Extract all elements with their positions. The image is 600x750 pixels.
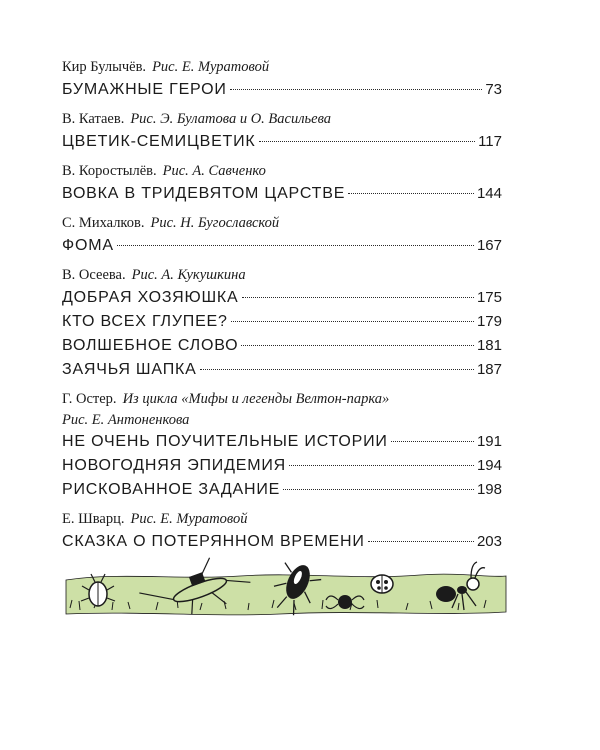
toc-section xyxy=(62,388,502,502)
dot-leader xyxy=(289,465,474,466)
author-line xyxy=(62,56,502,78)
page-number: 144 xyxy=(476,185,502,202)
page-number: 198 xyxy=(476,481,502,498)
dot-leader xyxy=(348,193,474,194)
dot-leader xyxy=(368,541,474,542)
ladybug-icon xyxy=(371,575,393,593)
dot-leader xyxy=(391,441,474,442)
story-title: ЦВЕТИК-СЕМИЦВЕТИК xyxy=(62,133,256,150)
story-title: СКАЗКА О ПОТЕРЯННОМ ВРЕМЕНИ xyxy=(62,533,365,550)
toc-section xyxy=(62,264,502,382)
dot-leader xyxy=(283,489,474,490)
page-number: 194 xyxy=(476,457,502,474)
toc-entry[interactable] xyxy=(62,234,502,258)
illustrator-credit: Рис. Е. Муратовой xyxy=(152,59,270,75)
story-title: БУМАЖНЫЕ ГЕРОИ xyxy=(62,81,227,98)
illustrator-credit: Рис. Е. Антоненкова xyxy=(62,412,190,428)
dot-leader xyxy=(242,297,474,298)
toc-entry[interactable] xyxy=(62,286,502,310)
illustrator-credit: Рис. Н. Бугославской xyxy=(150,215,280,231)
toc-section xyxy=(62,508,502,554)
dot-leader xyxy=(259,141,476,142)
toc-entry[interactable] xyxy=(62,182,502,206)
toc-section xyxy=(62,108,502,154)
author-line xyxy=(62,212,502,234)
insects-illustration-icon xyxy=(60,550,510,625)
dot-leader xyxy=(117,245,474,246)
toc-section xyxy=(62,56,502,102)
story-title: ЗАЯЧЬЯ ШАПКА xyxy=(62,361,197,378)
illustrator-credit: Рис. А. Савченко xyxy=(162,163,266,179)
toc-section xyxy=(62,212,502,258)
page-number: 187 xyxy=(476,361,502,378)
page-number: 179 xyxy=(476,313,502,330)
dot-leader xyxy=(200,369,474,370)
author-line xyxy=(62,264,502,286)
page-number: 203 xyxy=(476,533,502,550)
dot-leader xyxy=(231,321,474,322)
toc-entry[interactable] xyxy=(62,430,502,454)
toc-section xyxy=(62,160,502,206)
story-title: РИСКОВАННОЕ ЗАДАНИЕ xyxy=(62,481,281,498)
story-title: ФОМА xyxy=(62,237,114,254)
page-number: 191 xyxy=(476,433,502,450)
author-name: Кир Булычёв. xyxy=(62,59,147,75)
page-number: 73 xyxy=(485,81,502,98)
dot-leader xyxy=(241,345,474,346)
story-title: ДОБРАЯ ХОЗЯЮШКА xyxy=(62,289,239,306)
story-title: ВОЛШЕБНОЕ СЛОВО xyxy=(62,337,239,354)
author-line xyxy=(62,108,502,130)
illustrator-credit: Рис. Э. Булатова и О. Васильева xyxy=(130,111,332,127)
toc-entry[interactable] xyxy=(62,478,502,502)
story-title: НЕ ОЧЕНЬ ПОУЧИТЕЛЬНЫЕ ИСТОРИИ xyxy=(62,433,388,450)
author-line xyxy=(62,508,502,530)
toc-entry[interactable] xyxy=(62,310,502,334)
author-name: В. Катаев. xyxy=(62,111,125,127)
table-of-contents xyxy=(62,56,502,560)
author-name: С. Михалков. xyxy=(62,215,145,231)
page-number: 117 xyxy=(478,133,502,150)
toc-entry[interactable] xyxy=(62,454,502,478)
illustrator-credit: Рис. А. Кукушкина xyxy=(131,267,246,283)
author-name: Е. Шварц. xyxy=(62,511,125,527)
toc-entry[interactable] xyxy=(62,334,502,358)
cycle-credit: Из цикла «Мифы и легенды Велтон-парка» xyxy=(122,391,390,407)
author-name: Г. Остер. xyxy=(62,391,117,407)
illustrator-credit: Рис. Е. Муратовой xyxy=(130,511,248,527)
toc-entry[interactable] xyxy=(62,78,502,102)
story-title: НОВОГОДНЯЯ ЭПИДЕМИЯ xyxy=(62,457,286,474)
page-number: 175 xyxy=(476,289,502,306)
dot-leader xyxy=(230,89,483,90)
author-line xyxy=(62,160,502,182)
page-number: 167 xyxy=(476,237,502,254)
toc-entry[interactable] xyxy=(62,130,502,154)
page-number: 181 xyxy=(476,337,502,354)
author-name: В. Коростылёв. xyxy=(62,163,157,179)
toc-entry[interactable] xyxy=(62,358,502,382)
story-title: КТО ВСЕХ ГЛУПЕЕ? xyxy=(62,313,228,330)
story-title: ВОВКА В ТРИДЕВЯТОМ ЦАРСТВЕ xyxy=(62,185,346,202)
author-name: В. Осеева. xyxy=(62,267,126,283)
author-line xyxy=(62,388,502,410)
